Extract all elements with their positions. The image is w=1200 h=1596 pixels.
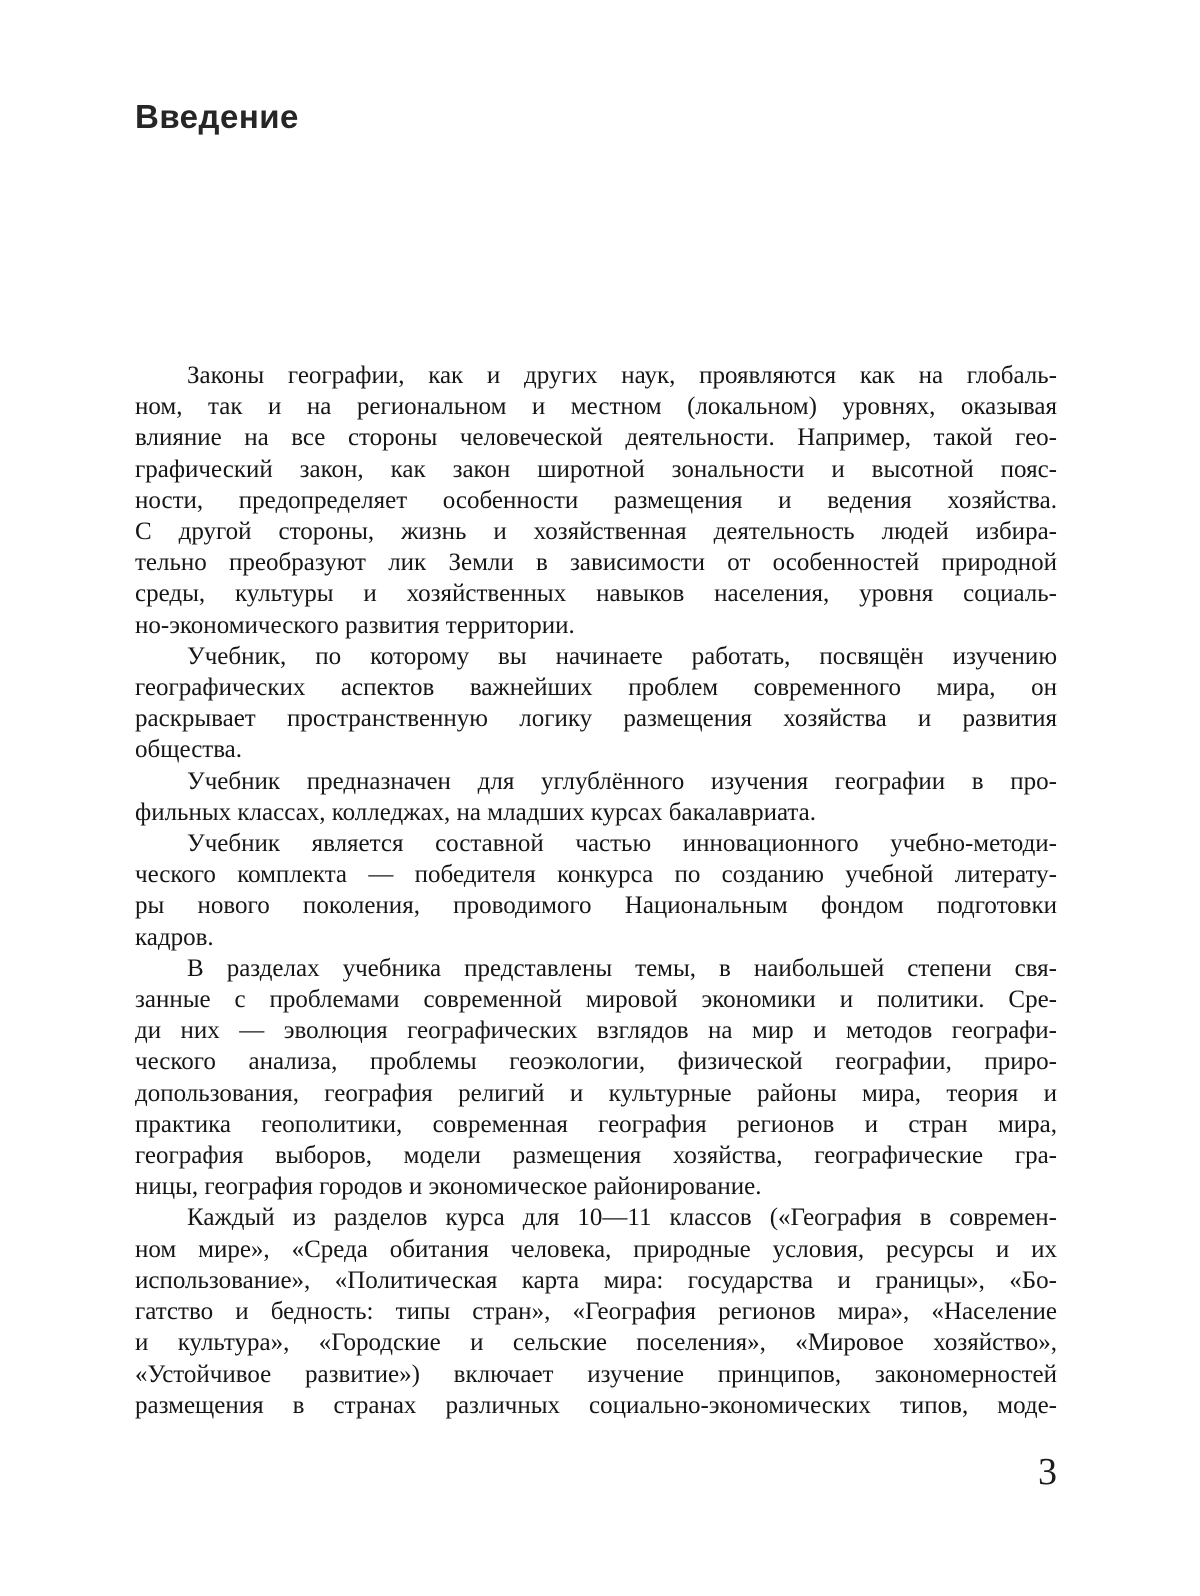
text-line: допользования, география религий и культурные районы мира, теория и bbox=[135, 1079, 1057, 1107]
paragraph bbox=[135, 641, 1057, 766]
text-line: фильных классах, колледжах, на младших курсах бакалавриата. bbox=[135, 798, 816, 826]
paragraph bbox=[135, 360, 1057, 641]
text-line: ческого анализа, проблемы геоэкологии, физической географии, приро- bbox=[135, 1048, 1057, 1076]
text-line: ры нового поколения, проводимого Национальным фондом подготовки bbox=[135, 892, 1057, 920]
text-line: практика геополитики, современная география регионов и стран мира, bbox=[135, 1110, 1057, 1138]
text-line: и культура», «Городские и сельские поселения», «Мировое хозяйство», bbox=[135, 1329, 1057, 1357]
text-line: но-экономического развития территории. bbox=[135, 611, 575, 639]
text-line: общества. bbox=[135, 736, 243, 764]
text-line: география выборов, модели размещения хозяйства, географические гра- bbox=[135, 1142, 1057, 1170]
text-line: В разделах учебника представлены темы, в наибольшей степени свя- bbox=[187, 954, 1057, 982]
text-line: кадров. bbox=[135, 923, 214, 951]
body-text bbox=[135, 360, 1057, 1421]
text-line: Законы географии, как и других наук, проявляются как на глобаль- bbox=[187, 362, 1057, 389]
text-line: Каждый из разделов курса для 10—11 классов («География в современ- bbox=[187, 1204, 1057, 1232]
text-line: ном мире», «Среда обитания человека, природные условия, ресурсы и их bbox=[135, 1235, 1057, 1263]
text-line: размещения в странах различных социально-экономических типов, моде- bbox=[135, 1391, 1057, 1419]
text-line: ном, так и на региональном и местном (локальном) уровнях, оказывая bbox=[135, 393, 1057, 421]
text-line: графический закон, как закон широтной зональности и высотной пояс- bbox=[135, 455, 1057, 483]
text-line: использование», «Политическая карта мира: государства и границы», «Бо- bbox=[135, 1266, 1057, 1294]
text-line: Учебник предназначен для углублённого изучения географии в про- bbox=[187, 767, 1057, 795]
text-line: влияние на все стороны человеческой деятельности. Например, такой гео- bbox=[135, 424, 1057, 452]
text-line: среды, культуры и хозяйственных навыков населения, уровня социаль- bbox=[135, 580, 1057, 608]
text-line: Учебник, по которому вы начинаете работать, посвящён изучению bbox=[187, 642, 1057, 670]
text-line: раскрывает пространственную логику размещения хозяйства и развития bbox=[135, 705, 1057, 733]
text-line: ди них — эволюция географических взглядов на мир и методов географи- bbox=[135, 1017, 1057, 1045]
paragraph bbox=[135, 766, 1057, 828]
text-line: Учебник является составной частью инновационного учебно-методи- bbox=[187, 830, 1057, 858]
text-line: занные с проблемами современной мировой экономики и политики. Сре- bbox=[135, 986, 1057, 1014]
text-line: ности, предопределяет особенности размещения и ведения хозяйства. bbox=[135, 486, 1057, 514]
text-line: ческого комплекта — победителя конкурса по созданию учебной литерату- bbox=[135, 861, 1057, 889]
text-line: тельно преобразуют лик Земли в зависимости от особенностей природной bbox=[135, 549, 1057, 577]
paragraph bbox=[135, 1202, 1057, 1420]
paragraph bbox=[135, 828, 1057, 953]
page-number: 3 bbox=[1038, 1451, 1057, 1493]
paragraph bbox=[135, 953, 1057, 1203]
text-line: географических аспектов важнейших проблем современного мира, он bbox=[135, 674, 1057, 702]
text-line: «Устойчивое развитие») включает изучение принципов, закономерностей bbox=[135, 1360, 1057, 1388]
text-line: ницы, география городов и экономическое районирование. bbox=[135, 1173, 762, 1201]
text-line: гатство и бедность: типы стран», «География регионов мира», «Население bbox=[135, 1298, 1057, 1326]
page-title: Введение bbox=[135, 98, 299, 135]
text-line: С другой стороны, жизнь и хозяйственная деятельность людей избира- bbox=[135, 518, 1057, 546]
